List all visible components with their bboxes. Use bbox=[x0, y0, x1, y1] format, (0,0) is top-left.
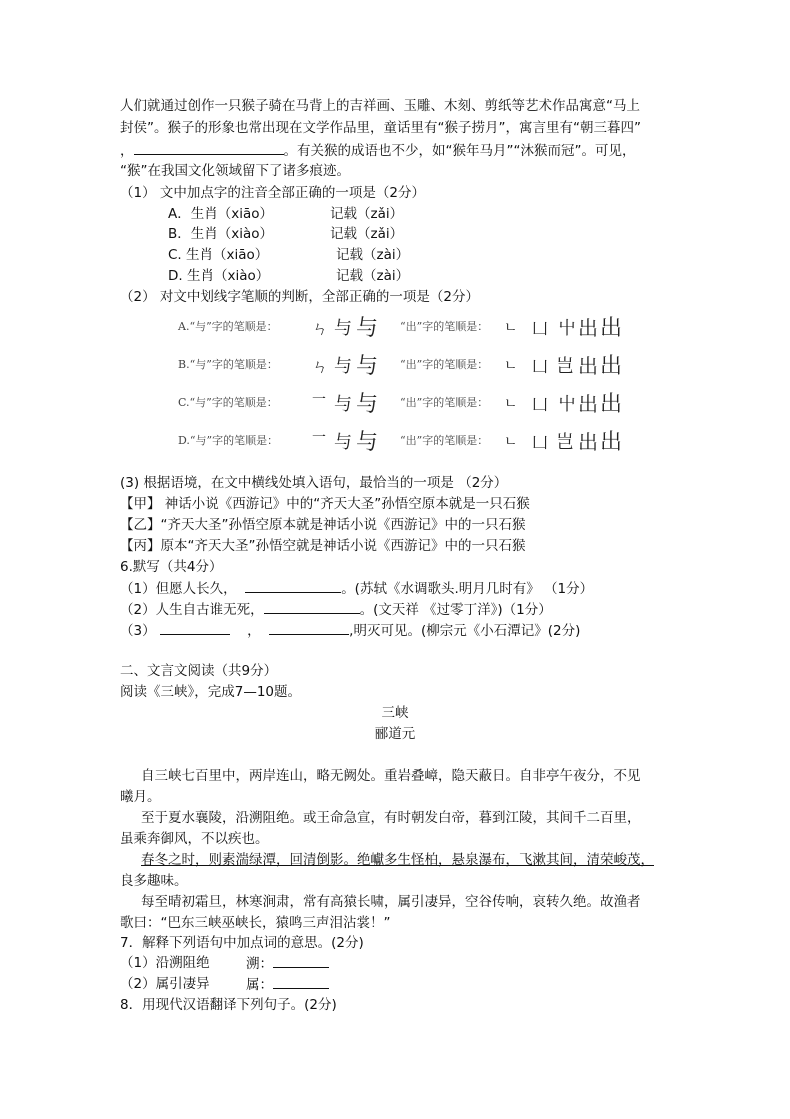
q7-item-1 bbox=[120, 953, 210, 973]
chu-step-5: 出 bbox=[600, 392, 623, 417]
q6-line-2 bbox=[120, 599, 552, 620]
stroke-order-figure bbox=[160, 307, 630, 459]
stroke-row-c-label: C.“与”字的笔顺是： bbox=[178, 396, 278, 409]
intro-line-3 bbox=[120, 140, 635, 161]
q7-stem: 7．解释下列语句中加点词的意思。(2分) bbox=[120, 935, 364, 951]
q7-item-2-phrase: （2）属引凄异 bbox=[120, 976, 210, 992]
yu-step-3: 与 bbox=[356, 354, 379, 379]
passage-p1-line-1: 自三峡七百里中，两岸连山，略无阙处。重岩叠嶂，隐天蔽日。自非亭午夜分，不见 bbox=[141, 768, 641, 784]
chu-step-1: ㄴ bbox=[504, 434, 518, 450]
q3-option-jia: 【甲】 神话小说《西游记》中的“齐天大圣”孙悟空原本就是一只石猴 bbox=[120, 496, 530, 512]
yu-step-1: ㄣ bbox=[312, 319, 329, 338]
q1-stem: （1） 文中加点字的注音全部正确的一项是（2分） bbox=[120, 185, 425, 201]
passage-p1-line-2: 曦月。 bbox=[120, 789, 161, 805]
chu-step-5: 出 bbox=[600, 430, 623, 455]
q6-line-1-prompt: （1）但愿人长久， bbox=[120, 581, 237, 597]
stroke-row-c bbox=[160, 383, 630, 421]
q6-line-2-prompt: （2）人生自古谁无死， bbox=[120, 602, 264, 618]
q6-blank-3b[interactable] bbox=[269, 620, 349, 635]
stroke-row-d-label2: “出”字的笔顺是： bbox=[400, 434, 489, 447]
intro-fill-blank[interactable] bbox=[134, 140, 284, 155]
q3-stem: (3) 根据语境，在文中横线处填入语句，最恰当的一项是 （2分） bbox=[120, 475, 508, 491]
q7-item-1-phrase: （1）沿溯阻绝 bbox=[120, 955, 210, 971]
passage-p2-line-1: 至于夏水襄陵，沿溯阻绝。或王命急宣，有时朝发白帝，暮到江陵，其间千二百里， bbox=[141, 810, 641, 826]
stroke-row-a bbox=[160, 307, 630, 345]
chu-step-3: 岂 bbox=[556, 356, 574, 377]
yu-step-3: 与 bbox=[356, 430, 379, 455]
chu-step-3: 岂 bbox=[556, 432, 574, 453]
intro-line-1: 人们就通过创作一只猴子骑在马背上的吉祥画、玉雕、木刻、剪纸等艺术作品寓意“马上 bbox=[120, 98, 640, 114]
chu-step-2: 凵 bbox=[532, 395, 549, 414]
yu-step-1: 一 bbox=[312, 430, 326, 446]
q1-option-c-left: C. 生肖（xiāo） bbox=[168, 247, 269, 263]
q1-option-a-left: A．生肖（xiāo） bbox=[168, 206, 274, 222]
q3-option-yi: 【乙】“齐天大圣”孙悟空原本就是神话小说《西游记》中的一只石猴 bbox=[120, 517, 526, 533]
q1-option-d-left: D. 生肖（xiào） bbox=[168, 268, 270, 284]
q6-title: 6.默写（共4分） bbox=[120, 559, 223, 575]
q3-option-bing: 【丙】原本“齐天大圣”孙悟空就是神话小说《西游记》中的一只石猴 bbox=[120, 538, 526, 554]
q6-line-3-prefix: （3） bbox=[120, 623, 156, 639]
yu-step-2: 与 bbox=[334, 318, 352, 339]
chu-step-5: 出 bbox=[600, 354, 623, 379]
q7-item-2-word: 属： bbox=[246, 977, 273, 993]
chu-step-3: 屮 bbox=[558, 318, 576, 339]
chu-step-4: 出 bbox=[578, 392, 598, 416]
passage-p2-line-2: 虽乘奔御风，不以疾也。 bbox=[120, 831, 269, 847]
chu-step-4: 出 bbox=[578, 354, 598, 378]
passage-p4-line-2: 歌曰：“巴东三峡巫峡长，猿鸣三声泪沾裳！” bbox=[120, 915, 391, 931]
q1-option-a-right: 记载（zǎi） bbox=[330, 206, 404, 222]
section-2-title: 二、文言文阅读（共9分） bbox=[120, 663, 278, 679]
chu-step-3: 屮 bbox=[558, 394, 576, 415]
chu-step-2: 凵 bbox=[532, 433, 549, 452]
q7-item-1-word: 溯： bbox=[246, 956, 273, 972]
passage-p4-line-1: 每至晴初霜旦，林寒涧肃，常有高猿长啸，属引凄异，空谷传响，哀转久绝。故渔者 bbox=[141, 894, 641, 910]
q6-blank-3a[interactable] bbox=[160, 620, 230, 635]
intro-line-4: “猴”在我国文化领域留下了诸多痕迹。 bbox=[120, 163, 350, 179]
intro-line-2: 封侯”。猴子的形象也常出现在文学作品里，童话里有“猴子捞月”，寓言里有“朝三暮四” bbox=[120, 120, 641, 136]
q1-option-d-right: 记载（zài） bbox=[336, 268, 410, 284]
chu-step-2: 凵 bbox=[532, 319, 549, 338]
yu-step-1: ㄣ bbox=[312, 357, 329, 376]
q1-option-b-left: B．生肖（xiào） bbox=[168, 226, 274, 242]
yu-step-3: 与 bbox=[356, 392, 379, 417]
yu-step-1: 一 bbox=[312, 392, 326, 408]
q1-option-b-right: 记载（zǎi） bbox=[330, 226, 404, 242]
q1-option-c-right: 记载（zài） bbox=[336, 247, 410, 263]
passage-p3-line-1: 春冬之时，则素湍绿潭，回清倒影。绝巘多生怪柏，悬泉瀑布，飞漱其间，清荣峻茂， bbox=[141, 852, 654, 868]
q6-blank-2[interactable] bbox=[264, 599, 360, 614]
yu-step-2: 与 bbox=[334, 432, 352, 453]
stroke-row-d-label: D.“与”字的笔顺是： bbox=[178, 434, 279, 447]
chu-step-4: 出 bbox=[578, 430, 598, 454]
chu-step-2: 凵 bbox=[532, 357, 549, 376]
section-2-instruction: 阅读《三峡》，完成7—10题。 bbox=[120, 684, 302, 700]
q6-line-3-comma: ， bbox=[247, 623, 261, 639]
intro-line-3-prefix: ， bbox=[120, 143, 134, 159]
q8-stem: 8．用现代汉语翻译下列句子。(2分) bbox=[120, 997, 337, 1013]
q6-blank-1[interactable] bbox=[245, 578, 341, 593]
stroke-row-a-label2: “出”字的笔顺是： bbox=[400, 320, 489, 333]
chu-step-1: ㄴ bbox=[504, 358, 518, 374]
stroke-row-c-label2: “出”字的笔顺是： bbox=[400, 396, 489, 409]
stroke-row-d bbox=[160, 421, 630, 459]
q7-blank-1[interactable] bbox=[273, 953, 329, 968]
yu-step-3: 与 bbox=[356, 316, 379, 341]
q2-stem: （2） 对文中划线字笔顺的判断，全部正确的一项是（2分） bbox=[120, 289, 479, 305]
passage-author: 郦道元 bbox=[374, 726, 416, 742]
chu-step-1: ㄴ bbox=[504, 320, 518, 336]
intro-line-3-suffix: 。有关猴的成语也不少，如“猴年马月”“沐猴而冠”。可见， bbox=[283, 143, 636, 159]
stroke-row-b-label2: “出”字的笔顺是： bbox=[400, 358, 489, 371]
yu-step-2: 与 bbox=[334, 394, 352, 415]
q7-item-2 bbox=[120, 974, 210, 994]
passage-title: 三峡 bbox=[381, 705, 409, 721]
passage-p3-line-2: 良多趣味。 bbox=[120, 873, 188, 889]
q7-item-1-answer bbox=[246, 953, 329, 974]
q7-item-2-answer bbox=[246, 974, 329, 995]
chu-step-5: 出 bbox=[600, 316, 623, 341]
q6-line-1 bbox=[120, 578, 593, 599]
chu-step-1: ㄴ bbox=[504, 396, 518, 412]
q6-line-2-source: 。(文天祥 《过零丁洋》)（1分） bbox=[359, 602, 552, 618]
stroke-row-b-label: B.“与”字的笔顺是： bbox=[178, 358, 278, 371]
q6-line-3-source: ,明灭可见。(柳宗元《小石潭记》(2分) bbox=[349, 623, 581, 639]
q6-line-3 bbox=[120, 620, 580, 641]
stroke-row-a-label: A.“与”字的笔顺是： bbox=[178, 320, 278, 333]
yu-step-2: 与 bbox=[334, 356, 352, 377]
stroke-row-b bbox=[160, 345, 630, 383]
q7-blank-2[interactable] bbox=[273, 974, 329, 989]
chu-step-4: 出 bbox=[578, 316, 598, 340]
q6-line-1-source: 。(苏轼《水调歌头.明月几时有》 （1分） bbox=[341, 581, 594, 597]
